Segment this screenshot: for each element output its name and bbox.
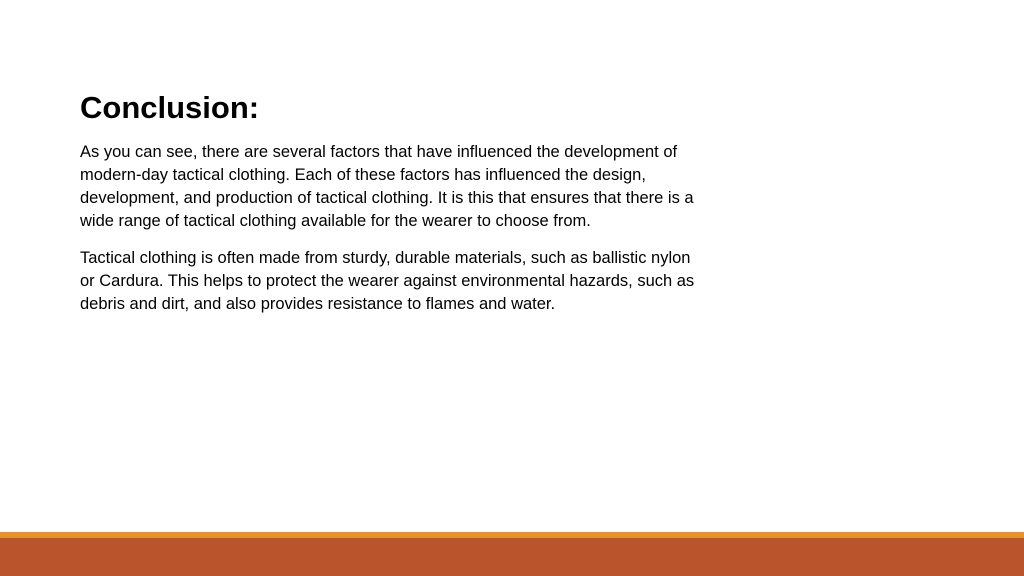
paragraph-factors: As you can see, there are several factors that have influenced the development of modern-day tactical clothing. Each of these factors has influenced the design, development, and production of tactical clothing. It is this that ensures that there is a wide range of tactical clothing available for the wearer to choose from. bbox=[80, 143, 694, 230]
slide-content bbox=[80, 88, 810, 316]
footer-bar bbox=[0, 538, 1024, 576]
paragraph-materials: Tactical clothing is often made from sturdy, durable materials, such as ballistic nylon or Cardura. This helps to protect the wearer against environmental hazards, such as debris and dirt, and also provides resistance to flames and water. bbox=[80, 249, 695, 313]
slide-title: Conclusion: bbox=[80, 90, 260, 125]
